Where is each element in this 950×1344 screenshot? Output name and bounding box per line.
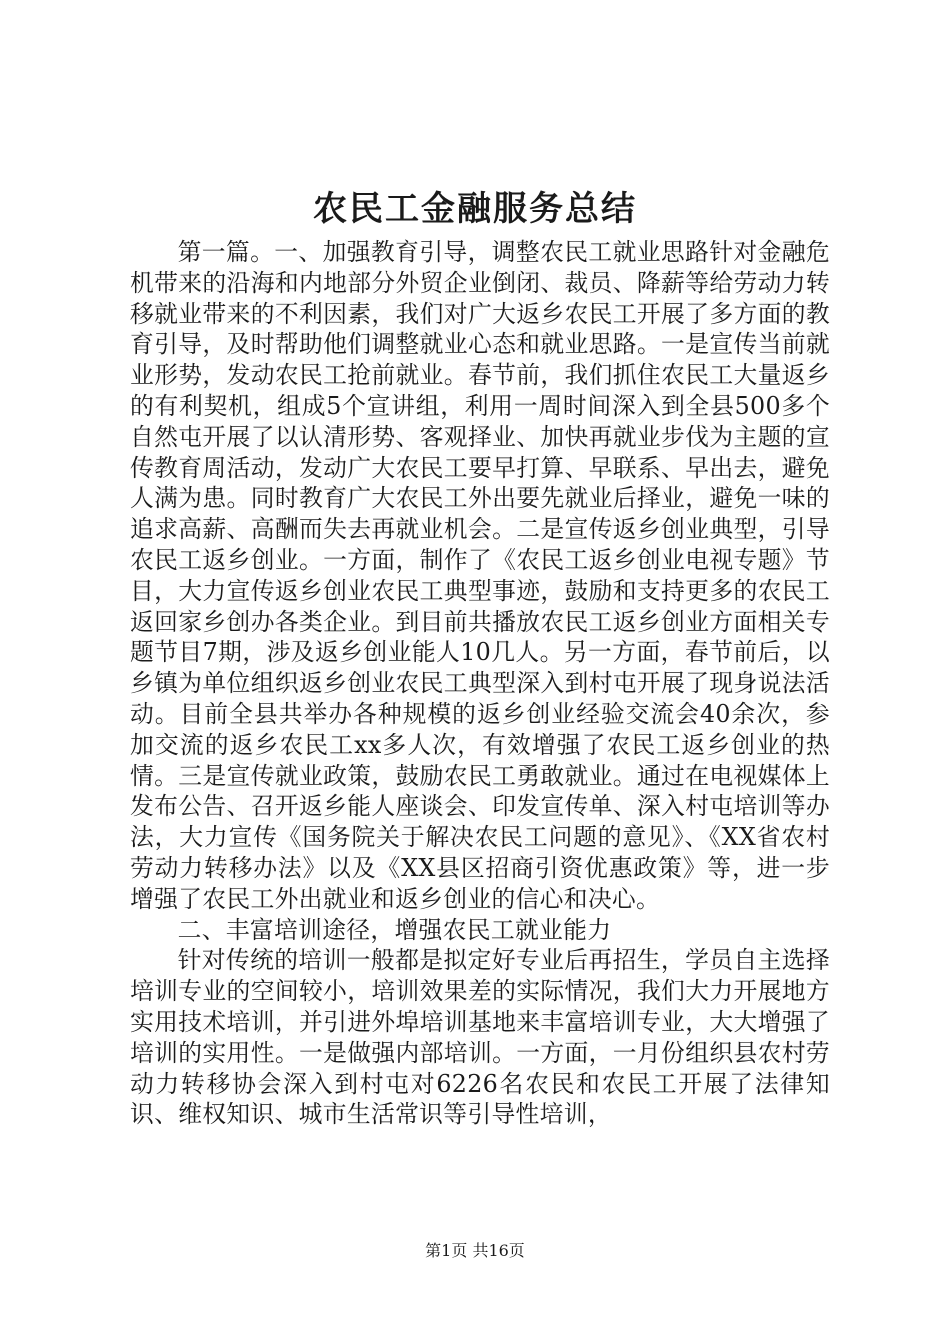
paragraph-2-heading: 二、丰富培训途径，增强农民工就业能力 xyxy=(177,915,612,944)
paragraph-1: 第一篇。一、加强教育引导，调整农民工就业思路针对金融危机带来的沿海和内地部分外贸企业倒闭、裁员、降薪等给劳动力转移就业带来的不利因素，我们对广大返乡农民工开展了多方面的教育引导，及时帮助他们调整就业心态和就业思路。一是宣传当前就业形势，发动农民工抢前就业。春节前，我们抓住农民工大量返乡的有利契机，组成5个宣讲组，利用一周时间深入到全县500多个自然屯开展了以认清形势、客观择业、加快再就业步伐为主题的宣传教育周活动，发动广大农民工要早打算、早联系、早出去，避免人满为患。同时教育广大农民工外出要先就业后择业，避免一味的追求高薪、高酬而失去再就业机会。二是宣传返乡创业典型，引导农民工返乡创业。一方面，制作了《农民工返乡创业电视专题》节目，大力宣传返乡创业农民工典型事迹，鼓励和支持更多的农民工返回家乡创办各类企业。到目前共播放农民工返乡创业方面相关专题节目7期，涉及返乡创业能人10几人。另一方面，春节前后，以乡镇为单位组织返乡创业农民工典型深入到村屯开展了现身说法活动。目前全县共举办各种规模的返乡创业经验交流会40余次，参加交流的返乡农民工xx多人次，有效增强了农民工返乡创业的热情。三是宣传就业政策，鼓励农民工勇敢就业。通过在电视媒体上发布公告、召开返乡能人座谈会、印发宣传单、深入村屯培训等办法，大力宣传《国务院关于解决农民工问题的意见》、《XX省农村劳动力转移办法》以及《XX县区招商引资优惠政策》等，进一步增强了农民工外出就业和返乡创业的信心和决心。 xyxy=(130,238,830,913)
page-number-footer: 第1页 共16页 xyxy=(425,1241,525,1260)
document-body xyxy=(130,237,830,1130)
paragraph-3: 针对传统的培训一般都是拟定好专业后再招生，学员自主选择培训专业的空间较小，培训效果差的实际情况，我们大力开展地方实用技术培训，并引进外埠培训基地来丰富培训专业，大大增强了培训的实用性。一是做强内部培训。一方面，一月份组织县农村劳动力转移协会深入到村屯对6226名农民和农民工开展了法律知识、维权知识、城市生活常识等引导性培训， xyxy=(130,946,830,1129)
document-title: 农民工金融服务总结 xyxy=(313,189,637,229)
